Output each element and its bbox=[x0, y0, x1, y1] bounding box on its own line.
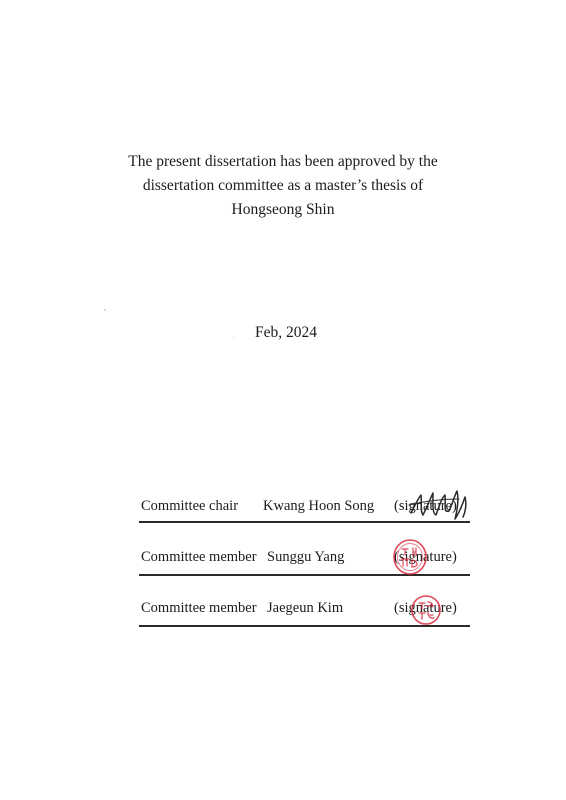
approval-line-3: Hongseong Shin bbox=[231, 201, 335, 218]
signature-line bbox=[139, 521, 470, 523]
committee-role: Committee chair bbox=[141, 498, 239, 514]
committee-role: Committee member bbox=[141, 549, 257, 565]
signature-line bbox=[139, 574, 470, 576]
committee-role: Committee member bbox=[141, 600, 257, 616]
signature-placeholder: (signature) bbox=[394, 600, 457, 616]
approval-line-2: dissertation committee as a master’s thesis of bbox=[142, 177, 424, 194]
signature-line bbox=[139, 625, 470, 627]
signature-placeholder: (signature) bbox=[394, 549, 457, 565]
committee-name: Kwang Hoon Song bbox=[263, 498, 375, 514]
approval-statement bbox=[0, 150, 566, 222]
committee-name: Jaegeun Kim bbox=[267, 600, 344, 616]
committee-signature-table bbox=[139, 493, 470, 646]
committee-name: Sunggu Yang bbox=[267, 549, 345, 565]
paper-speck bbox=[104, 309, 106, 311]
approval-line-1: The present dissertation has been approved by the bbox=[128, 153, 438, 170]
committee-row-chair bbox=[139, 493, 470, 544]
approval-date: Feb, 2024 bbox=[255, 324, 317, 341]
signature-placeholder: (signature) bbox=[394, 498, 457, 514]
committee-row-member-2 bbox=[139, 595, 470, 646]
paper-speck bbox=[233, 337, 234, 338]
committee-row-member-1 bbox=[139, 544, 470, 595]
